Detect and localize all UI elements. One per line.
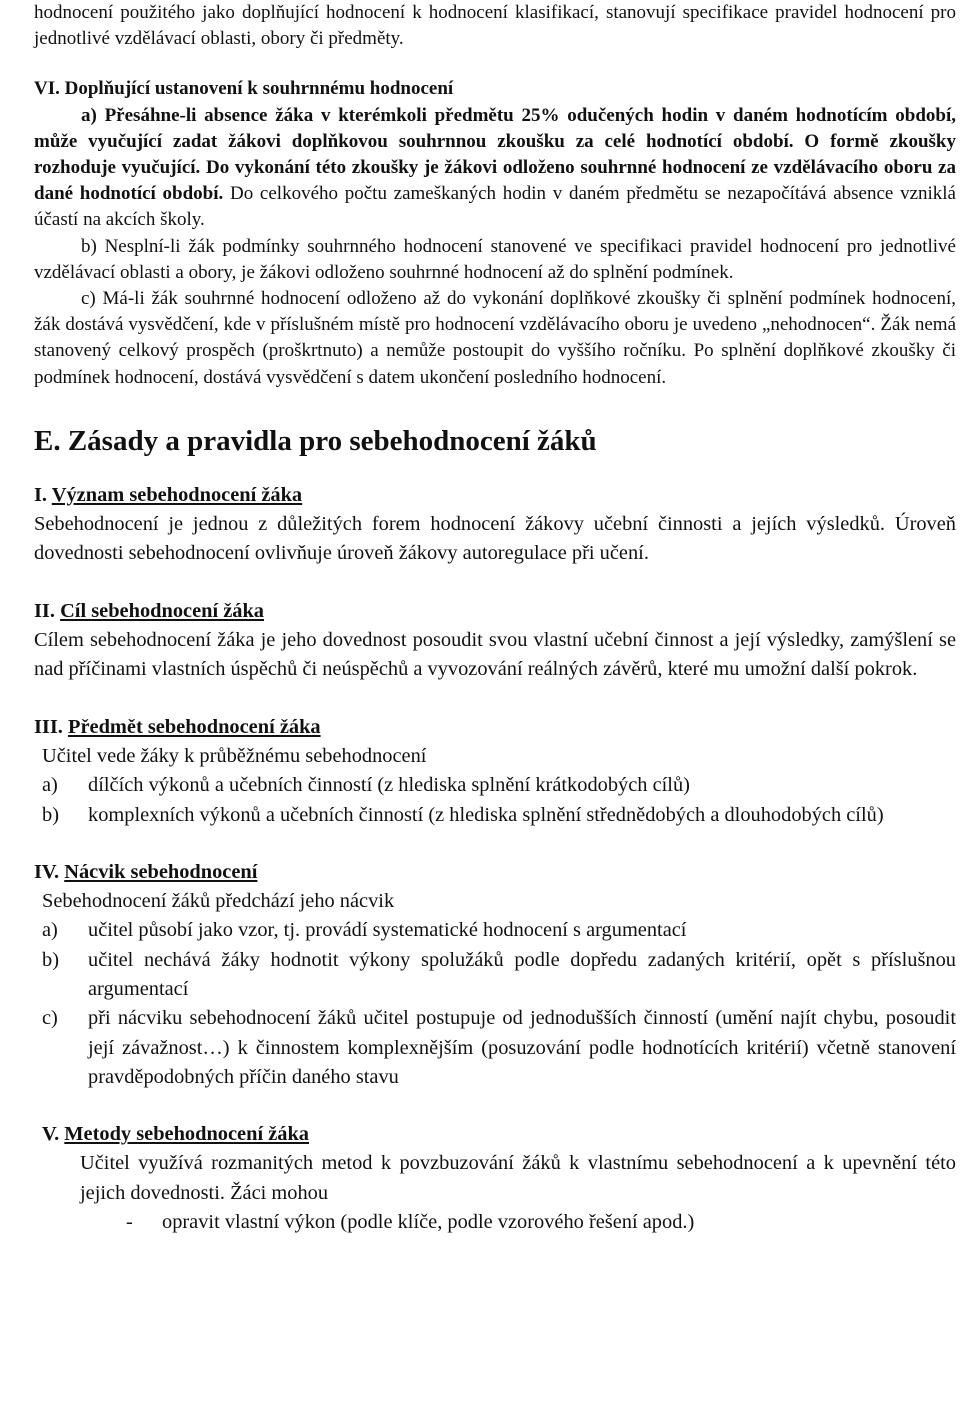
subsection-v: [34, 1120, 956, 1237]
section-e-title: E. Zásady a pravidla pro sebehodnocení žáků: [34, 424, 597, 457]
section-vi-heading: VI. Doplňující ustanovení k souhrnnému hodnocení: [34, 78, 454, 100]
subsection-v-number: V.: [42, 1123, 65, 1146]
list-item: [42, 771, 956, 800]
subsection-iv-intro: Sebehodnocení žáků předchází jeho nácvik: [42, 890, 395, 913]
list-marker: c): [42, 1007, 58, 1030]
subsection-i-number: I.: [34, 483, 52, 506]
subsection-i-text: Sebehodnocení je jednou z důležitých forem hodnocení žákovy učební činnosti a jejích výsledků. Úroveň dovednosti sebehodnocení ovlivňuje úroveň žákovy autoregulace při učení.: [34, 513, 956, 565]
list-item: [42, 916, 956, 945]
list-marker: a): [42, 919, 58, 942]
subsection-v-text: Učitel využívá rozmanitých metod k povzbuzování žáků k vlastnímu sebehodnocení a k upevnění této jejich dovednosti. Žáci mohou: [80, 1152, 956, 1204]
subsection-iv-number: IV.: [34, 860, 65, 883]
list-marker: -: [126, 1211, 133, 1234]
subsection-ii-heading: [34, 597, 956, 626]
item-a-bold-text: a) Přesáhne-li absence žáka v kterémkoli předmětu 25% odučených hodin v daném hodnotícím období, může vyučující zadat žákovi doplňkovou souhrnnou zkoušku za celé hodnotící období. O formě zkoušky rozhoduje vyučující. Do vykonání této zkoušky je žákovi odloženo souhrnné hodnocení ze vzdělávacího oboru za dané hodnotící období.: [34, 104, 956, 205]
subsection-ii-title: Cíl sebehodnocení žáka: [60, 599, 265, 622]
list-item-text: dílčích výkonů a učebních činností (z hlediska splnění krátkodobých cílů): [88, 774, 690, 797]
subsection-v-title: Metody sebehodnocení žáka: [64, 1123, 309, 1146]
list-item: [42, 1004, 956, 1092]
list-item-text: komplexních výkonů a učebních činností (z hlediska splnění střednědobých a dlouhodobých cílů): [88, 803, 884, 826]
subsection-iii-number: III.: [34, 715, 69, 738]
subsection-ii: [34, 597, 956, 685]
item-a-paragraph: [34, 103, 956, 234]
item-a-normal-text: Do celkového počtu zameškaných hodin v daném předmětu se nezapočítává absence vzniklá účastí na akcích školy.: [34, 183, 956, 231]
subsection-v-heading: [42, 1120, 956, 1149]
list-item-text: opravit vlastní výkon (podle klíče, podle vzorového řešení apod.): [162, 1211, 695, 1234]
subsection-iii-intro: Učitel vede žáky k průběžnému sebehodnocení: [42, 744, 427, 767]
list-item-text: učitel nechává žáky hodnotit výkony spolužáků podle dopředu zadaných kritérií, opět s příslušnou argumentací: [88, 948, 956, 1000]
subsection-i-title: Význam sebehodnocení žáka: [51, 483, 303, 506]
list-item: [42, 1208, 956, 1237]
section-vi-block: [34, 0, 956, 391]
list-item-text: při nácviku sebehodnocení žáků učitel postupuje od jednodušších činností (umění najít chybu, posoudit její závažnost…) k činnostem komplexnějším (posuzování podle hodnotících kritérií) včetně stanovení pravděpodobných příčin daného stavu: [88, 1007, 956, 1088]
item-b-paragraph: b) Nesplní-li žák podmínky souhrnného hodnocení stanovené ve specifikaci pravidel hodnocení pro jednotlivé vzdělávací oblasti a obory, je žákovi odloženo souhrnné hodnocení až do splnění podmínek.: [34, 235, 956, 283]
subsection-iv-heading: [34, 858, 956, 887]
subsection-iii-title: Předmět sebehodnocení žáka: [68, 715, 321, 738]
list-item: [42, 801, 956, 830]
subsection-ii-number: II.: [34, 599, 61, 622]
intro-paragraph: hodnocení použitého jako doplňující hodnocení k hodnocení klasifikací, stanovují specifikace pravidel hodnocení pro jednotlivé vzdělávací oblasti, obory či předměty.: [34, 2, 956, 50]
subsection-iii: [34, 713, 956, 830]
subsection-iv: [34, 858, 956, 1092]
subsection-i-heading: [34, 481, 956, 510]
list-marker: b): [42, 803, 59, 826]
list-item: [42, 946, 956, 1005]
document-page: [34, 0, 956, 1237]
list-marker: a): [42, 774, 58, 797]
subsection-i: [34, 481, 956, 569]
list-item-text: učitel působí jako vzor, tj. provádí systematické hodnocení s argumentací: [88, 919, 687, 942]
list-marker: b): [42, 948, 59, 971]
item-c-paragraph: c) Má-li žák souhrnné hodnocení odloženo až do vykonání doplňkové zkoušky či splnění podmínek hodnocení, žák dostává vysvědčení, kde v příslušném místě pro hodnocení vzdělávacího oboru je uvedeno „nehodnocen“. Žák nemá stanovený celkový prospěch (proškrtnuto) a nemůže postoupit do vyššího ročníku. Po splnění doplňkové zkoušky či podmínek hodnocení, dostává vysvědčení s datem ukončení posledního hodnocení.: [34, 288, 956, 388]
subsection-iv-title: Nácvik sebehodnocení: [64, 860, 258, 883]
subsection-iii-heading: [34, 713, 956, 742]
subsection-ii-text: Cílem sebehodnocení žáka je jeho dovednost posoudit svou vlastní učební činnost a její výsledky, zamýšlení se nad příčinami vlastních úspěchů či neúspěchů a vyvozování reálných závěrů, které mu umožní další pokrok.: [34, 629, 956, 681]
